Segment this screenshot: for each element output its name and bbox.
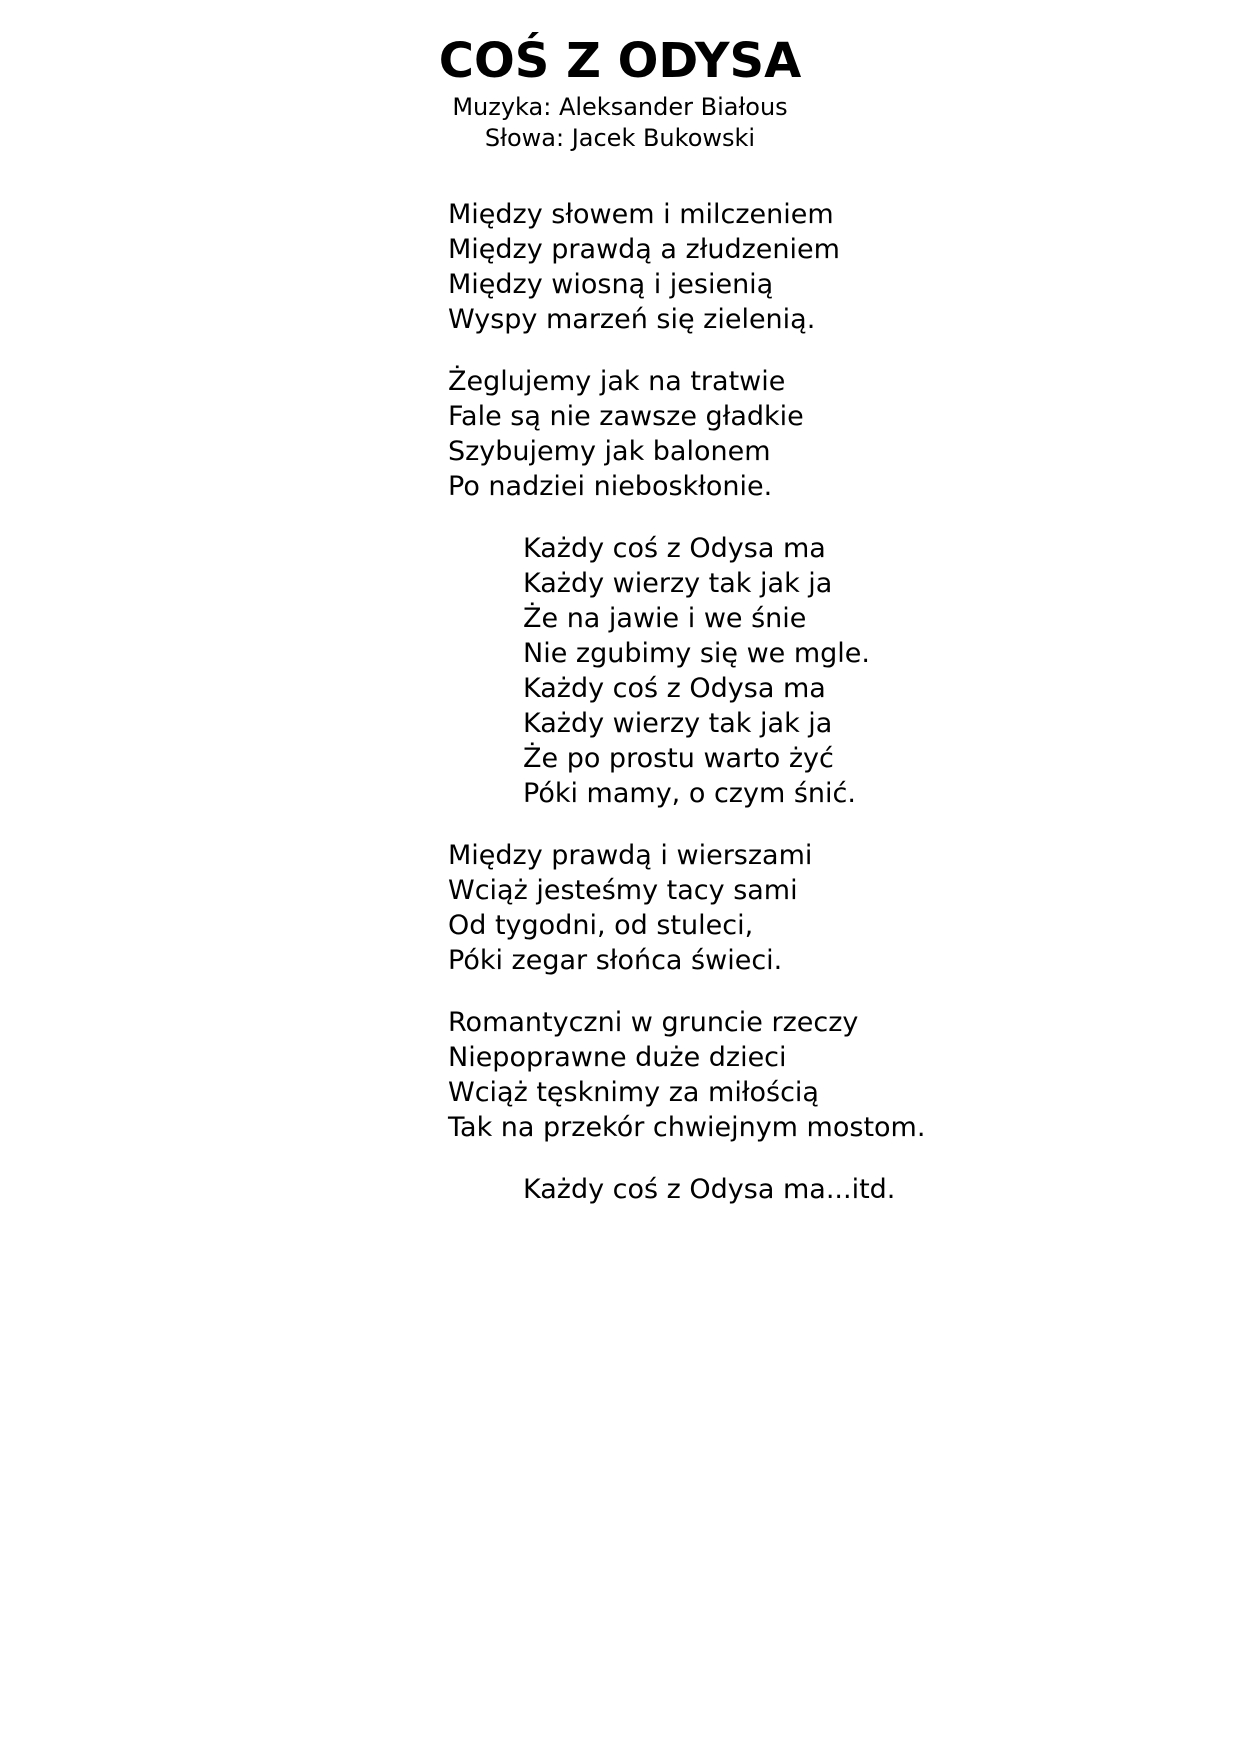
verse-stanza bbox=[448, 364, 1208, 504]
lyric-line: Każdy wierzy tak jak ja bbox=[523, 568, 833, 599]
lyric-line: Każdy coś z Odysa ma bbox=[523, 533, 826, 564]
lyric-line: Wciąż tęsknimy za miłością bbox=[448, 1077, 819, 1108]
lyric-line: Każdy wierzy tak jak ja bbox=[523, 708, 833, 739]
lyric-line: Nie zgubimy się we mgle. bbox=[523, 638, 870, 669]
lyric-line: Każdy coś z Odysa ma bbox=[523, 673, 826, 704]
lyric-line: Między prawdą i wierszami bbox=[448, 840, 813, 871]
lyric-line: Między słowem i milczeniem bbox=[448, 199, 834, 230]
song-lyrics bbox=[448, 197, 1208, 1234]
chorus-stanza bbox=[523, 531, 1208, 811]
lyric-line: Między prawdą a złudzeniem bbox=[448, 234, 840, 265]
chorus-stanza bbox=[523, 1172, 1208, 1207]
lyric-line: Romantyczni w gruncie rzeczy bbox=[448, 1007, 859, 1038]
lyric-line: Po nadziei nieboskłonie. bbox=[448, 471, 773, 502]
verse-stanza bbox=[448, 197, 1208, 337]
verse-stanza bbox=[448, 838, 1208, 978]
lyric-line: Wyspy marzeń się zielenią. bbox=[448, 304, 816, 335]
lyric-line: Fale są nie zawsze gładkie bbox=[448, 401, 804, 432]
lyric-line: Tak na przekór chwiejnym mostom. bbox=[448, 1112, 926, 1143]
lyric-line: Póki mamy, o czym śnić. bbox=[523, 778, 856, 809]
song-header bbox=[0, 30, 1240, 154]
lyric-line: Póki zegar słońca świeci. bbox=[448, 945, 783, 976]
song-title: COŚ Z ODYSA bbox=[438, 33, 802, 89]
lyric-line: Że po prostu warto żyć bbox=[523, 743, 834, 774]
music-credit: Muzyka: Aleksander Białous bbox=[452, 93, 788, 121]
lyric-line: Że na jawie i we śnie bbox=[523, 603, 807, 634]
lyric-line: Wciąż jesteśmy tacy sami bbox=[448, 875, 798, 906]
lyrics-credit: Słowa: Jacek Bukowski bbox=[484, 124, 756, 152]
lyric-line: Szybujemy jak balonem bbox=[448, 436, 771, 467]
lyric-line: Żeglujemy jak na tratwie bbox=[448, 366, 786, 397]
lyric-line: Niepoprawne duże dzieci bbox=[448, 1042, 787, 1073]
lyric-line: Każdy coś z Odysa ma...itd. bbox=[523, 1174, 896, 1205]
lyric-line: Między wiosną i jesienią bbox=[448, 269, 774, 300]
verse-stanza bbox=[448, 1005, 1208, 1145]
lyric-line: Od tygodni, od stuleci, bbox=[448, 910, 754, 941]
